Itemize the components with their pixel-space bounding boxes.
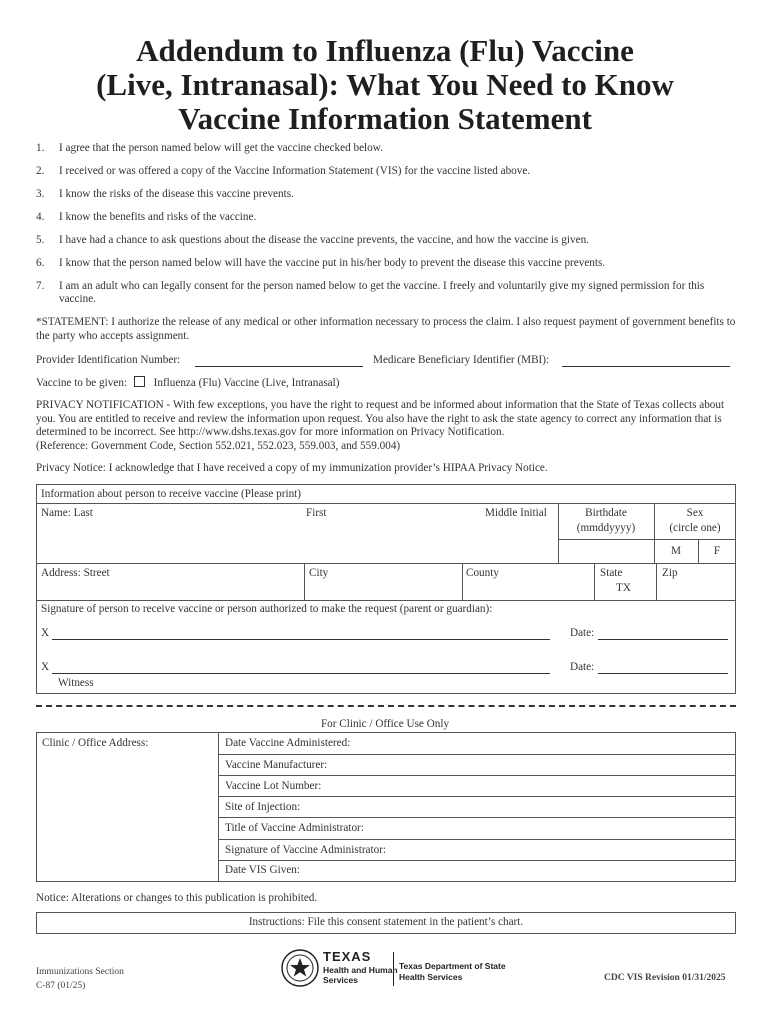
item-number: 4.: [36, 211, 45, 223]
witness-signature-field[interactable]: [52, 673, 550, 674]
list-item: [36, 211, 736, 224]
witness-date-label: Date:: [570, 661, 595, 673]
list-item: [36, 142, 736, 155]
person-box-header: Information about person to receive vaccine (Please print): [41, 488, 302, 500]
footer-form-number: C-87 (01/25): [36, 981, 86, 991]
witness-label: Witness: [58, 677, 94, 689]
logo-divider: [393, 952, 394, 986]
list-item: [36, 188, 736, 201]
divider: [594, 563, 595, 600]
date-label: Date:: [570, 627, 595, 639]
item-text: I have had a chance to ask questions about the disease the vaccine prevents, the vaccine, and how the vaccine is given.: [59, 234, 589, 246]
privacy-notification-text: PRIVACY NOTIFICATION - With few exceptions, you have the right to request and be informed about information that the State of Texas collects about you. You are entitled to receive and review the information upon request. You also have the right to ask the state agency to correct any information that is determined to be incorrect. See http://www.dshs.texas.gov for more information on Privacy Notification.: [36, 399, 725, 438]
item-text: I am an adult who can legally consent for the person named below to get the vaccine. I freely and voluntarily give my signed permission for this vaccine.: [59, 280, 705, 305]
sex-female-option[interactable]: F: [713, 545, 721, 557]
sex-label: Sex: [686, 507, 704, 519]
city-label[interactable]: City: [309, 567, 329, 579]
sex-hint: (circle one): [669, 522, 721, 534]
logo-texas: TEXAS: [323, 949, 372, 964]
cut-line: [36, 705, 736, 707]
item-number: 5.: [36, 234, 45, 246]
item-number: 6.: [36, 257, 45, 269]
clinic-address-label[interactable]: Clinic / Office Address:: [42, 737, 149, 749]
agreement-list: [36, 142, 736, 306]
manufacturer-field[interactable]: Vaccine Manufacturer:: [225, 759, 328, 771]
title-line-2: (Live, Intranasal): What You Need to Know: [96, 67, 674, 102]
title-line-1: Addendum to Influenza (Flu) Vaccine: [136, 33, 634, 68]
signature-field[interactable]: [52, 639, 550, 640]
divider: [218, 796, 736, 797]
item-number: 3.: [36, 188, 45, 200]
divider: [656, 563, 657, 600]
county-label[interactable]: County: [466, 567, 499, 579]
divider: [218, 754, 736, 755]
item-text: I know the benefits and risks of the vaccine.: [59, 211, 257, 223]
logo-hhs-line2: Services: [323, 975, 358, 985]
birthdate-label: Birthdate: [585, 507, 627, 519]
divider: [218, 817, 736, 818]
date-administered-field[interactable]: Date Vaccine Administered:: [225, 737, 351, 749]
signature-label: Signature of person to receive vaccine or person authorized to make the request (parent or guardian):: [41, 603, 493, 615]
state-label: State: [600, 567, 623, 579]
state-value: TX: [616, 582, 631, 594]
item-text: I agree that the person named below will get the vaccine checked below.: [59, 142, 383, 154]
witness-date-field[interactable]: [598, 673, 728, 674]
privacy-notice: Privacy Notice: I acknowledge that I have received a copy of my immunization provider’s HIPAA Privacy Notice.: [36, 462, 548, 474]
divider: [218, 775, 736, 776]
administrator-title-field[interactable]: Title of Vaccine Administrator:: [225, 822, 364, 834]
provider-id-field[interactable]: [195, 366, 363, 367]
divider: [36, 563, 736, 564]
vis-date-field[interactable]: Date VIS Given:: [225, 864, 300, 876]
item-text: I received or was offered a copy of the Vaccine Information Statement (VIS) for the vaccine listed above.: [59, 165, 531, 177]
privacy-notification: [36, 399, 736, 453]
mbi-field[interactable]: [562, 366, 730, 367]
privacy-reference: (Reference: Government Code, Section 552.021, 552.023, 559.003, and 559.004): [36, 439, 401, 452]
list-item: [36, 165, 736, 178]
sex-male-option[interactable]: M: [671, 545, 681, 557]
title-line-3: Vaccine Information Statement: [178, 101, 592, 136]
divider: [558, 539, 736, 540]
injection-site-field[interactable]: Site of Injection:: [225, 801, 301, 813]
middle-initial-label[interactable]: Middle Initial: [485, 507, 547, 519]
vaccine-label: Vaccine to be given:: [36, 377, 128, 389]
witness-x: X: [41, 661, 50, 673]
item-number: 1.: [36, 142, 45, 154]
dshs-line1: Texas Department of State: [399, 961, 506, 971]
birthdate-format: (mmddyyyy): [576, 522, 636, 534]
vaccine-row: [36, 376, 339, 389]
divider: [218, 860, 736, 861]
provider-id-label: Provider Identification Number:: [36, 354, 181, 366]
item-number: 2.: [36, 165, 45, 177]
item-text: I know that the person named below will have the vaccine put in his/her body to prevent the disease this vaccine prevents.: [59, 257, 606, 269]
dshs-line2: Health Services: [399, 972, 463, 982]
item-text: I know the risks of the disease this vaccine prevents.: [59, 188, 294, 200]
divider: [36, 503, 736, 504]
texas-seal-icon: [280, 948, 320, 988]
list-item: [36, 257, 736, 270]
divider: [36, 600, 736, 601]
administrator-signature-field[interactable]: Signature of Vaccine Administrator:: [225, 844, 387, 856]
clinic-heading: For Clinic / Office Use Only: [320, 718, 450, 730]
instructions-text: Instructions: File this consent statement in the patient’s chart.: [248, 916, 524, 928]
list-item: [36, 234, 736, 247]
first-name-label[interactable]: First: [306, 507, 327, 519]
vaccine-checkbox[interactable]: [134, 376, 145, 387]
divider: [462, 563, 463, 600]
mbi-label: Medicare Beneficiary Identifier (MBI):: [373, 354, 550, 366]
signature-x: X: [41, 627, 50, 639]
footer-section: Immunizations Section: [36, 967, 124, 977]
revision-text: CDC VIS Revision 01/31/2025: [604, 973, 726, 983]
divider: [304, 563, 305, 600]
item-number: 7.: [36, 280, 45, 292]
list-item: [36, 280, 736, 306]
zip-label[interactable]: Zip: [662, 567, 678, 579]
name-last-label[interactable]: Name: Last: [41, 507, 93, 519]
statement-text: *STATEMENT: I authorize the release of any medical or other information necessary to process the claim. I also request payment of government benefits to the party who accepts assignment.: [36, 316, 736, 342]
logo-hhs-line1: Health and Human: [323, 965, 398, 975]
address-street-label[interactable]: Address: Street: [41, 567, 110, 579]
date-field[interactable]: [598, 639, 728, 640]
lot-number-field[interactable]: Vaccine Lot Number:: [225, 780, 322, 792]
divider: [218, 839, 736, 840]
vaccine-option-label: Influenza (Flu) Vaccine (Live, Intranasal): [153, 377, 340, 389]
page-title: [0, 34, 770, 136]
alteration-notice: Notice: Alterations or changes to this publication is prohibited.: [36, 892, 318, 904]
